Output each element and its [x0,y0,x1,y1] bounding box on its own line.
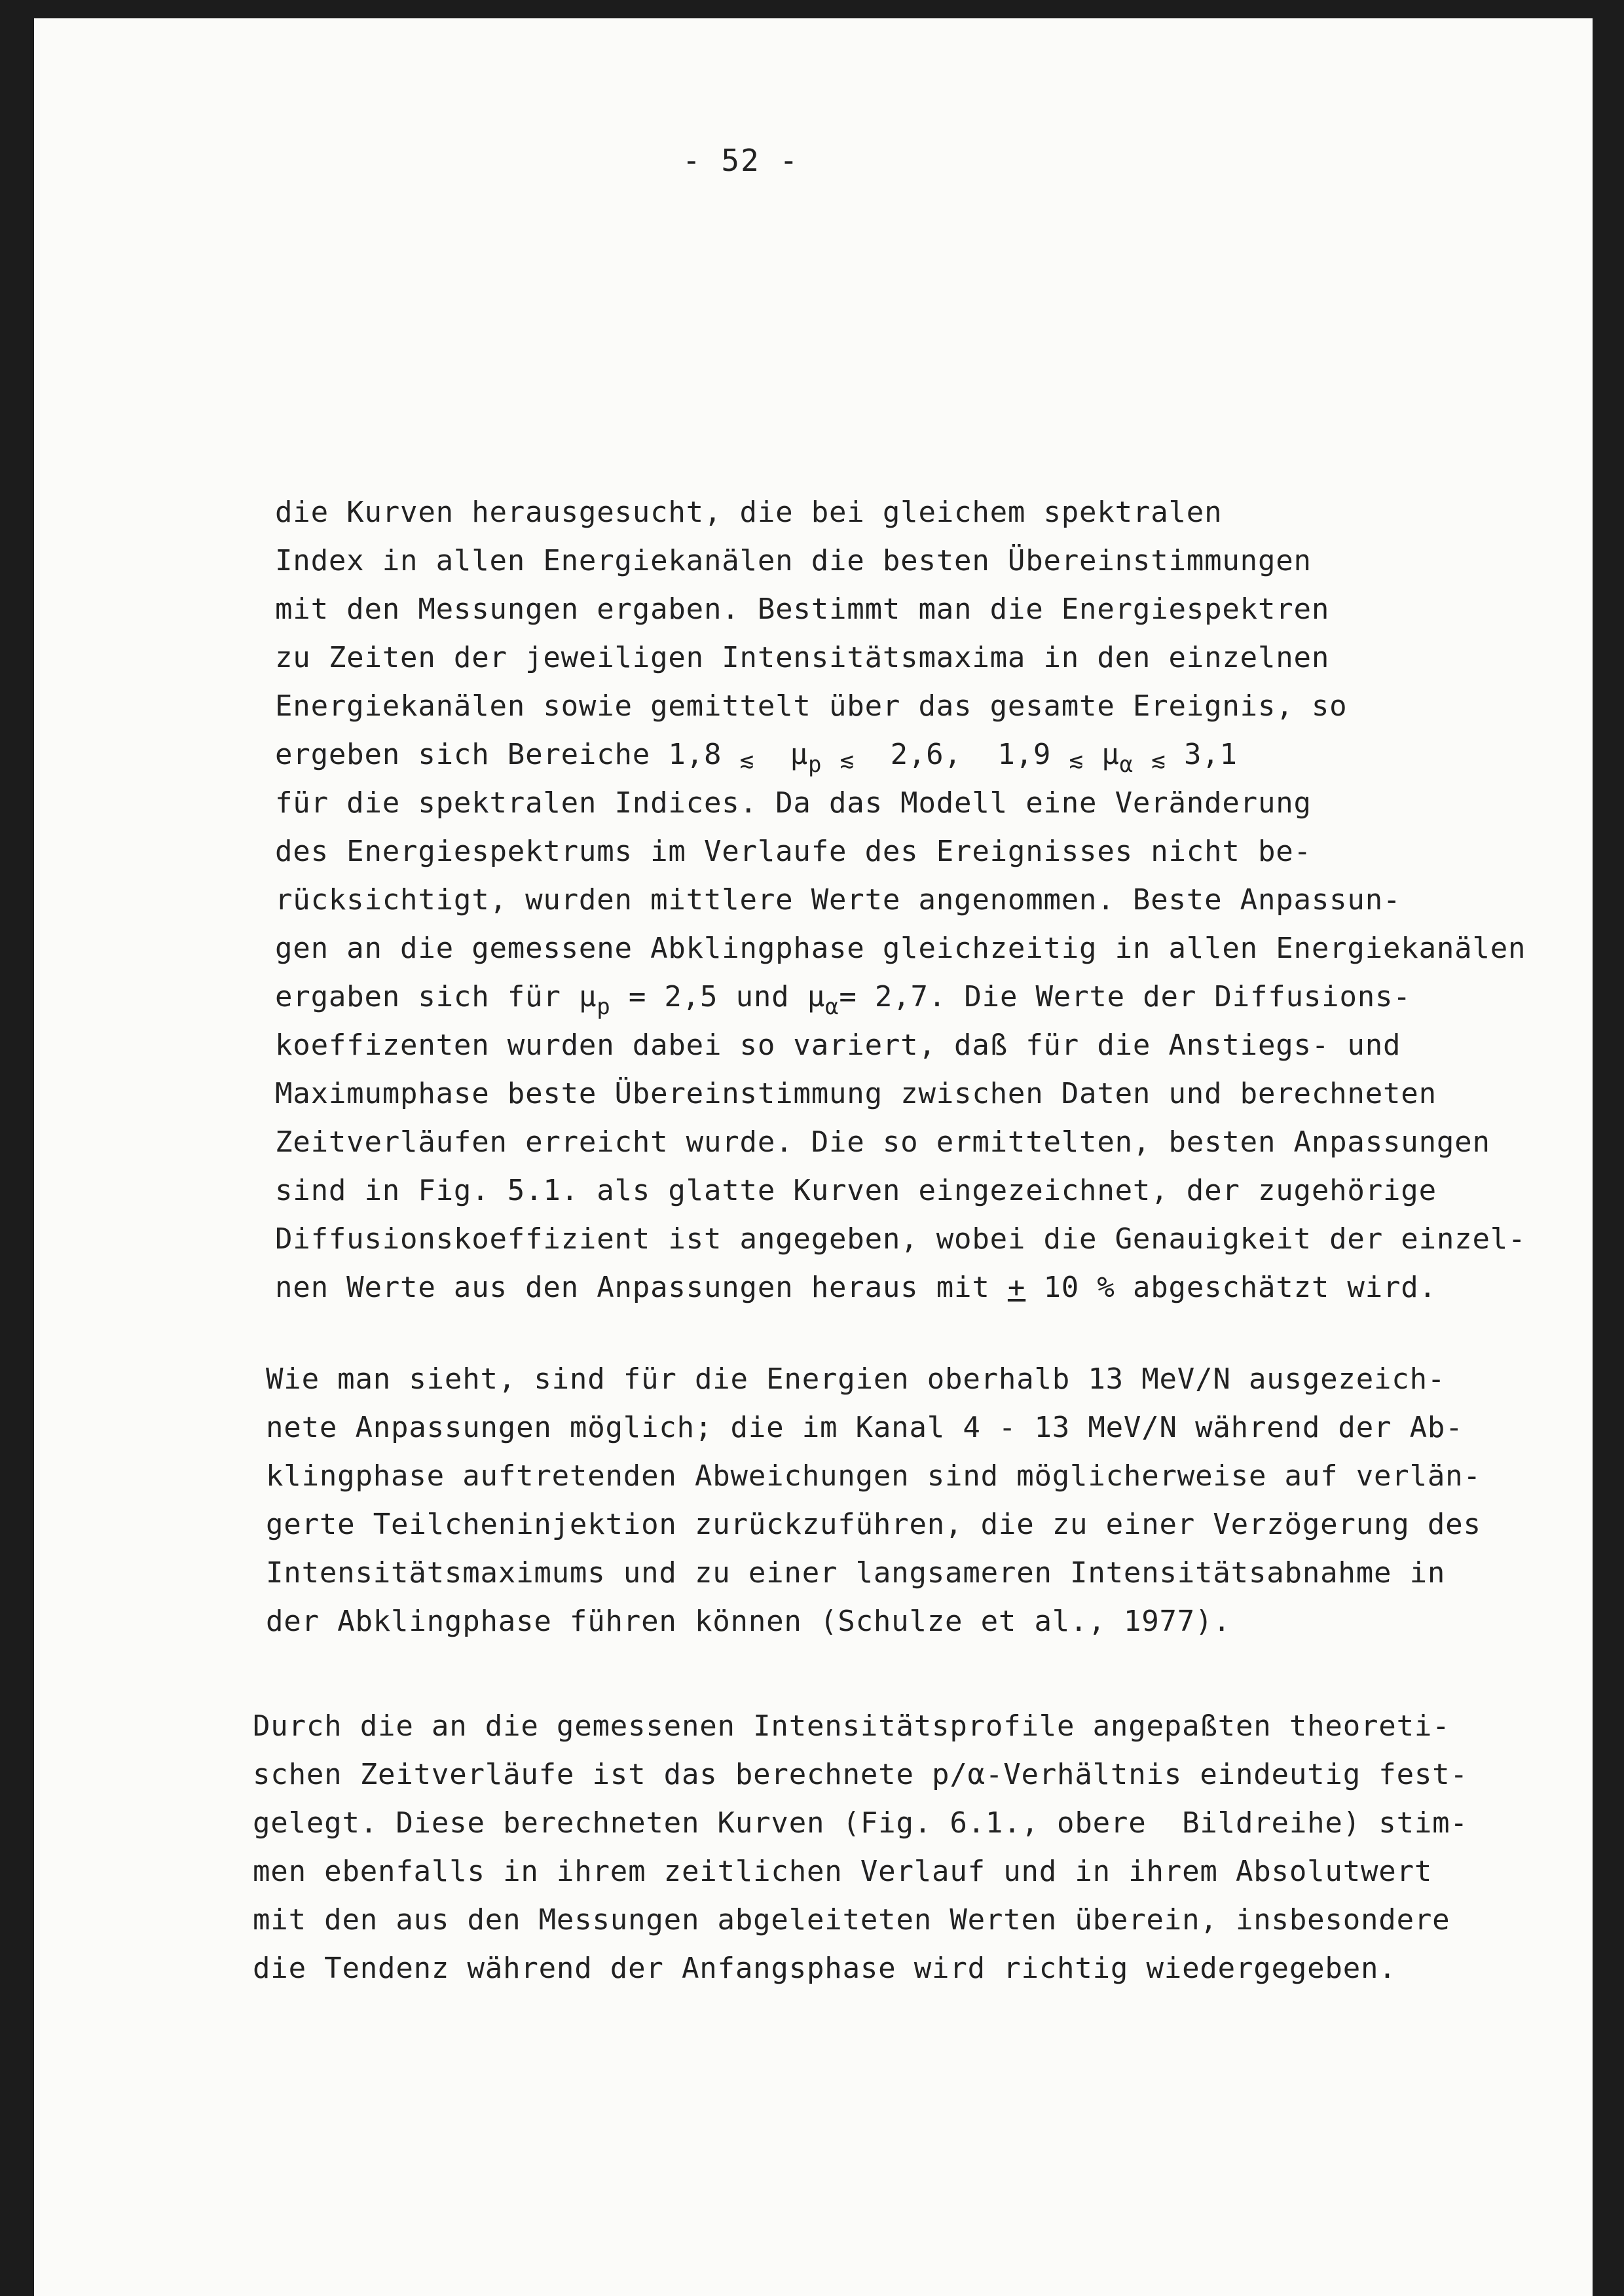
subscript-alpha: α [1119,752,1134,778]
text-line: gelegt. Diese berechneten Kurven (Fig. 6.1., obere Bildreihe) stim- [253,1806,1468,1840]
subscript-alpha: α [825,994,840,1020]
subscript-p: p [597,994,611,1020]
text-line: Energiekanälen sowie gemittelt über das gesamte Ereignis, so [275,689,1348,723]
text-line: Durch die an die gemessenen Intensitätsprofile angepaßten theoreti- [253,1709,1450,1743]
text-line: rücksichtigt, wurden mittlere Werte angenommen. Beste Anpassun- [275,883,1401,917]
text-line: klingphase auftretenden Abweichungen sind möglicherweise auf verlän- [266,1459,1481,1493]
range-mid: 2,6, 1,9 [890,738,1052,771]
plus-minus-symbol: + [1007,1271,1026,1304]
text-line: sind in Fig. 5.1. als glatte Kurven eingezeichnet, der zugehörige [275,1174,1437,1207]
range-suffix: 3,1 [1183,738,1238,771]
page-number: - 52 - [682,143,800,178]
accuracy-line [275,1264,1437,1312]
approx-less-symbol: ≲ [840,747,855,774]
mu-symbol: μ [578,980,597,1013]
mu-symbol: μ [1101,738,1120,771]
approx-less-symbol: ≲ [1069,747,1084,774]
text-line: die Tendenz während der Anfangsphase wird richtig wiedergegeben. [253,1952,1397,1985]
document-page [34,18,1593,2296]
text-line: des Energiespektrums im Verlaufe des Ereignisses nicht be- [275,835,1312,868]
text-line: Zeitverläufen erreicht wurde. Die so ermittelten, besten Anpassungen [275,1125,1490,1159]
text-line: Maximumphase beste Übereinstimmung zwischen Daten und berechneten [275,1077,1437,1110]
text-line: Diffusionskoeffizient ist angegeben, wobei die Genauigkeit der einzel- [275,1222,1526,1256]
text-line: der Abklingphase führen können (Schulze et al., 1977). [266,1605,1231,1638]
param-mid: = 2,5 und [628,980,790,1013]
text-line: koeffizenten wurden dabei so variert, daß für die Anstiegs- und [275,1029,1401,1062]
text-line: Intensitätsmaximums und zu einer langsameren Intensitätsabnahme in [266,1556,1446,1590]
subscript-p: p [807,752,822,778]
text-line: für die spektralen Indices. Da das Modell eine Veränderung [275,786,1312,820]
param-suffix: = 2,7. Die Werte der Diffusions- [839,980,1411,1013]
text-line: nete Anpassungen möglich; die im Kanal 4 - 13 MeV/N während der Ab- [266,1411,1464,1444]
mu-symbol: μ [807,980,826,1013]
spectral-range-line [275,731,1238,781]
accuracy-suffix: 10 % abgeschätzt wird. [1043,1271,1437,1304]
text-line: gerte Teilcheninjektion zurückzuführen, die zu einer Verzögerung des [266,1508,1481,1541]
param-prefix: ergaben sich für [275,980,561,1013]
text-line: Wie man sieht, sind für die Energien oberhalb 13 MeV/N ausgezeich- [266,1362,1446,1396]
parameter-line [275,973,1411,1023]
text-line: mit den Messungen ergaben. Bestimmt man die Energiespektren [275,592,1330,626]
approx-less-symbol: ≲ [739,747,755,774]
range-prefix: ergeben sich Bereiche 1,8 [275,738,722,771]
approx-less-symbol: ≲ [1151,747,1166,774]
text-line: Index in allen Energiekanälen die besten Übereinstimmungen [275,544,1312,577]
text-line: zu Zeiten der jeweiligen Intensitätsmaxima in den einzelnen [275,641,1330,674]
accuracy-prefix: nen Werte aus den Anpassungen heraus mit [275,1271,990,1304]
text-line: men ebenfalls in ihrem zeitlichen Verlauf und in ihrem Absolutwert [253,1855,1433,1888]
text-line: gen an die gemessene Abklingphase gleichzeitig in allen Energiekanälen [275,932,1526,965]
mu-symbol: μ [790,738,808,771]
text-line: mit den aus den Messungen abgeleiteten Werten überein, insbesondere [253,1903,1450,1937]
text-line: die Kurven herausgesucht, die bei gleichem spektralen [275,496,1223,529]
text-line: schen Zeitverläufe ist das berechnete p/α-Verhältnis eindeutig fest- [253,1758,1468,1791]
